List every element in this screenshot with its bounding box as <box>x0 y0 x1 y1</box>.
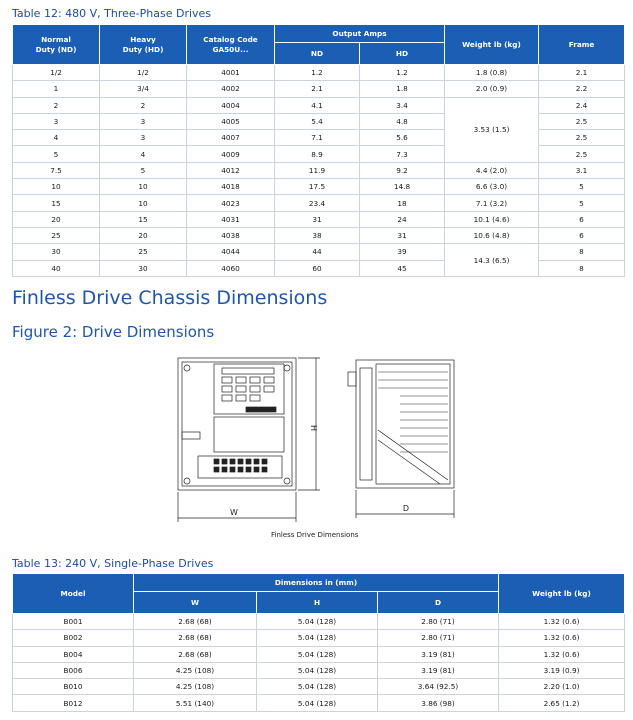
table-cell: 4 <box>100 146 187 162</box>
table-cell: 5 <box>13 146 100 162</box>
header-hd: HD <box>360 43 445 65</box>
figure-title: Figure 2: Drive Dimensions <box>12 323 215 341</box>
table-cell: 14.3 (6.5) <box>445 244 539 277</box>
table-cell: 1 <box>13 81 100 97</box>
table-cell: 1.8 <box>360 81 445 97</box>
table-cell: 7.1 (3.2) <box>445 195 539 211</box>
table-cell: 9.2 <box>360 162 445 178</box>
table-cell: 4044 <box>187 244 275 260</box>
table-cell: 31 <box>360 227 445 243</box>
header-nd: ND <box>275 43 360 65</box>
header-h: H <box>257 592 378 614</box>
table-row <box>13 630 625 646</box>
table-cell: 11.9 <box>275 162 360 178</box>
table-cell: 8 <box>539 260 625 276</box>
table-cell: 4038 <box>187 227 275 243</box>
table-cell: 4.4 (2.0) <box>445 162 539 178</box>
table-cell: 3.64 (92.5) <box>378 679 499 695</box>
table-cell: 10 <box>100 195 187 211</box>
table-cell: 6.6 (3.0) <box>445 179 539 195</box>
table-cell: 4023 <box>187 195 275 211</box>
table-cell: 3.1 <box>539 162 625 178</box>
table-cell: 3 <box>13 113 100 129</box>
table-cell: 15 <box>100 211 187 227</box>
label-h: H <box>309 424 318 432</box>
table-cell: 2.5 <box>539 130 625 146</box>
table-cell: 3.19 (81) <box>378 662 499 678</box>
table-cell: 2.80 (71) <box>378 630 499 646</box>
table12-caption: Table 12: 480 V, Three-Phase Drives <box>12 7 212 20</box>
table13-caption: Table 13: 240 V, Single-Phase Drives <box>12 557 214 570</box>
table-cell: 38 <box>275 227 360 243</box>
header-dimensions: Dimensions in (mm) <box>134 574 499 592</box>
table-cell: 5.51 (140) <box>134 695 257 711</box>
header-w: W <box>134 592 257 614</box>
table-cell: 24 <box>360 211 445 227</box>
table-cell: 39 <box>360 244 445 260</box>
table-cell: 3.19 (0.9) <box>499 662 625 678</box>
table-cell: 7.1 <box>275 130 360 146</box>
table-cell: 30 <box>13 244 100 260</box>
table-cell: 7.3 <box>360 146 445 162</box>
table-cell: 1.2 <box>275 65 360 81</box>
table-cell: 4009 <box>187 146 275 162</box>
table-cell: 2.4 <box>539 97 625 113</box>
table-cell: 5 <box>539 195 625 211</box>
table-cell: 10.6 (4.8) <box>445 227 539 243</box>
header-model: Model <box>13 574 134 614</box>
table-cell: 10 <box>13 179 100 195</box>
table-cell: 8.9 <box>275 146 360 162</box>
table-cell: 4012 <box>187 162 275 178</box>
header-weight-13: Weight lb (kg) <box>499 574 625 614</box>
table-cell: 18 <box>360 195 445 211</box>
table-cell: 5.04 (128) <box>257 614 378 630</box>
table-row <box>13 646 625 662</box>
table-cell: 2.65 (1.2) <box>499 695 625 711</box>
table-cell: 2.2 <box>539 81 625 97</box>
header-catalog-code: Catalog Code GA50U... <box>187 25 275 65</box>
table-cell: B001 <box>13 614 134 630</box>
table-cell: 25 <box>13 227 100 243</box>
label-w: W <box>230 508 238 517</box>
table-cell: 40 <box>13 260 100 276</box>
table-cell: 3.19 (81) <box>378 646 499 662</box>
table-cell: 5.04 (128) <box>257 646 378 662</box>
table-cell: 45 <box>360 260 445 276</box>
table-cell: 4.25 (108) <box>134 662 257 678</box>
table-cell: 1/2 <box>100 65 187 81</box>
table-row <box>13 695 625 711</box>
table-cell: 4.8 <box>360 113 445 129</box>
table-cell: 3/4 <box>100 81 187 97</box>
table-cell: 2.5 <box>539 113 625 129</box>
table-cell: 4005 <box>187 113 275 129</box>
table-cell: 2 <box>100 97 187 113</box>
table-cell: 2.1 <box>275 81 360 97</box>
table-cell: 31 <box>275 211 360 227</box>
table-cell: 1.32 (0.6) <box>499 646 625 662</box>
table-cell: 25 <box>100 244 187 260</box>
table-cell: 2.68 (68) <box>134 630 257 646</box>
table-cell: 2.5 <box>539 146 625 162</box>
table-cell: 2.20 (1.0) <box>499 679 625 695</box>
table-cell: 4.25 (108) <box>134 679 257 695</box>
table-cell: 7.5 <box>13 162 100 178</box>
table-cell: B010 <box>13 679 134 695</box>
table-cell: 60 <box>275 260 360 276</box>
table-cell: 10.1 (4.6) <box>445 211 539 227</box>
table-cell: 2.68 (68) <box>134 646 257 662</box>
table-cell: 5 <box>100 162 187 178</box>
label-d: D <box>402 504 410 513</box>
table-cell: 4.1 <box>275 97 360 113</box>
table-cell: 15 <box>13 195 100 211</box>
table-cell: 3 <box>100 130 187 146</box>
table-cell: 5.4 <box>275 113 360 129</box>
table-cell: B002 <box>13 630 134 646</box>
table-cell: 4001 <box>187 65 275 81</box>
table-cell: 6 <box>539 227 625 243</box>
table-cell: 1.2 <box>360 65 445 81</box>
table-cell: 5.04 (128) <box>257 679 378 695</box>
front-view-outline <box>178 358 296 490</box>
table-cell: 44 <box>275 244 360 260</box>
side-view-outline <box>356 360 454 488</box>
table-cell: 4031 <box>187 211 275 227</box>
table-cell: 3.86 (98) <box>378 695 499 711</box>
header-normal-duty: Normal Duty (ND) <box>13 25 100 65</box>
header-weight: Weight lb (kg) <box>445 25 539 65</box>
table-cell: B006 <box>13 662 134 678</box>
table-cell: 8 <box>539 244 625 260</box>
header-d: D <box>378 592 499 614</box>
table-cell: 5.04 (128) <box>257 695 378 711</box>
table-cell: B012 <box>13 695 134 711</box>
table-cell: 4018 <box>187 179 275 195</box>
table-cell: B004 <box>13 646 134 662</box>
section-title: Finless Drive Chassis Dimensions <box>12 287 328 309</box>
table-cell: 5.04 (128) <box>257 630 378 646</box>
table-cell: 1.32 (0.6) <box>499 614 625 630</box>
header-output-amps: Output Amps <box>275 25 445 43</box>
table-cell: 20 <box>100 227 187 243</box>
table-row <box>13 679 625 695</box>
table-cell: 17.5 <box>275 179 360 195</box>
table-cell: 2.1 <box>539 65 625 81</box>
table-cell: 4002 <box>187 81 275 97</box>
table13 <box>12 573 625 712</box>
table-cell: 30 <box>100 260 187 276</box>
table-cell: 10 <box>100 179 187 195</box>
table-cell: 4 <box>13 130 100 146</box>
table-cell: 3.4 <box>360 97 445 113</box>
table-cell: 1.8 (0.8) <box>445 65 539 81</box>
table-cell: 5.04 (128) <box>257 662 378 678</box>
table-cell: 2.68 (68) <box>134 614 257 630</box>
table-cell: 2.0 (0.9) <box>445 81 539 97</box>
table-cell: 5.6 <box>360 130 445 146</box>
table-row <box>13 662 625 678</box>
table-row <box>13 614 625 630</box>
header-heavy-duty: Heavy Duty (HD) <box>100 25 187 65</box>
table-cell: 14.8 <box>360 179 445 195</box>
table-cell: 20 <box>13 211 100 227</box>
table-cell: 3.53 (1.5) <box>445 97 539 162</box>
table-cell: 5 <box>539 179 625 195</box>
table-cell: 1/2 <box>13 65 100 81</box>
table-cell: 4060 <box>187 260 275 276</box>
table-cell: 2 <box>13 97 100 113</box>
table-cell: 3 <box>100 113 187 129</box>
header-frame: Frame <box>539 25 625 65</box>
table-cell: 2.80 (71) <box>378 614 499 630</box>
table-cell: 6 <box>539 211 625 227</box>
figure-caption: Finless Drive Dimensions <box>271 531 359 539</box>
table-cell: 4004 <box>187 97 275 113</box>
table-cell: 23.4 <box>275 195 360 211</box>
table-cell: 4007 <box>187 130 275 146</box>
table-cell: 1.32 (0.6) <box>499 630 625 646</box>
